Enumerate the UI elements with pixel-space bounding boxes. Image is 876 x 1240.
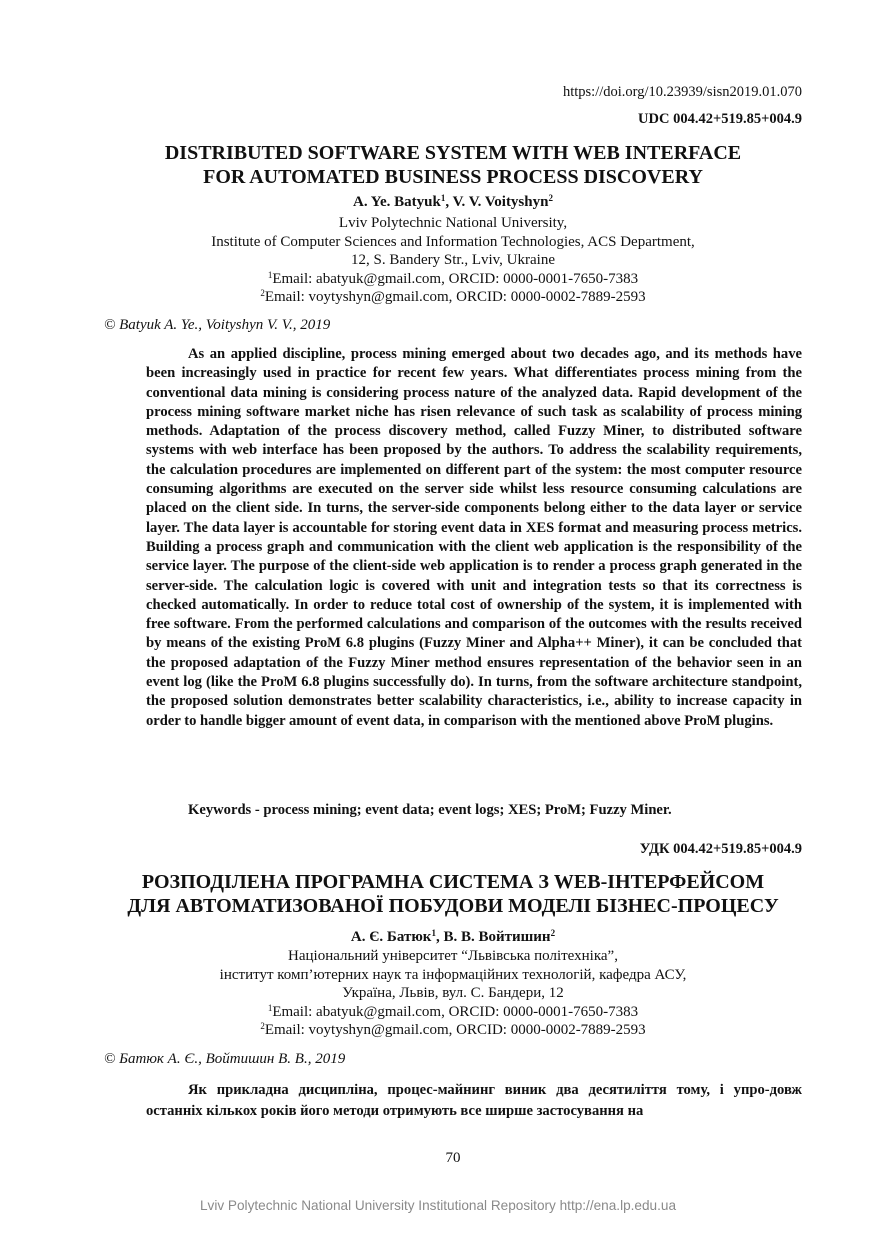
ukrainian-affiliation [0, 947, 876, 1040]
udk-code: УДК 004.42+519.85+004.9 [639, 841, 802, 857]
author-separator: , [445, 194, 453, 210]
english-copyright: © Batyuk A. Ye., Voityshyn V. V., 2019 [104, 317, 331, 333]
affiliation-line-uk: Національний університет “Львівська політехніка”, [288, 948, 618, 964]
affiliation-line-uk: Україна, Львів, вул. С. Бандери, 12 [342, 985, 564, 1001]
english-title-line-2: FOR AUTOMATED BUSINESS PROCESS DISCOVERY [203, 166, 703, 188]
author-separator-uk: , [435, 929, 444, 945]
author-2-name: V. V. Voityshyn [452, 194, 549, 210]
author-1-name: A. Ye. Batyuk [353, 194, 441, 210]
email-1-superscript: 1 [267, 269, 273, 280]
english-affiliation [0, 214, 876, 307]
ukrainian-title-line-2: ДЛЯ АВТОМАТИЗОВАНОЇ ПОБУДОВИ МОДЕЛІ БІЗНЕС-ПРОЦЕСУ [127, 895, 779, 917]
affiliation-line: Institute of Computer Sciences and Information Technologies, ACS Department, [211, 233, 695, 250]
affiliation-line: Lviv Polytechnic National University, [338, 215, 568, 231]
page-number: 70 [445, 1150, 461, 1166]
affiliation-line-uk: інститут комп’ютерних наук та інформаційних технологій, кафедра АСУ, [219, 966, 687, 983]
english-abstract: As an applied discipline, process mining emerged about two decades ago, and its methods have been increasingly used in practice for recent few years. What differentiates process mining from the conventional data mining is considering process nature of the analyzed data. Rapid development of the process mining software market niche has risen relevance of such task as scalability of process mining methods. Adaptation of the process discovery method, called Fuzzy Miner, to distributed software systems with web interface has been proposed by the authors. To address the scalability requirements, the calculation procedures are implemented on different part of the system: the most computer resource consuming algorithms are executed on the server side whilst less resource consuming calculations are placed on the client side. In turns, the server-side components belong either to the data layer or service layer. The data layer is accountable for storing event data in XES format and measuring process metrics. Building a process graph and communication with the client web application is the responsibility of the service layer. The purpose of the client-side web application is to render a process graph generated in the server-side. The calculation logic is covered with unit and integration tests so that its correctness is checked automatically. In order to reduce total cost of ownership of the system, it is implemented with free software. From the performed calculations and comparison of the outcomes with the results received by means of the existing ProM 6.8 plugins (Fuzzy Miner and Alpha++ Miner), it can be concluded that the proposed adaptation of the Fuzzy Miner method ensures representation of the behavior seen in an event log (like the ProM 6.8 plugins successfully do). In turns, from the software architecture standpoint, the proposed solution demonstrates better scalability characteristics, i.e., ability to increase capacity in order to handle bigger amount of event data, in comparison with the mentioned above ProM plugins. [146, 346, 802, 729]
email-2-superscript: 2 [260, 288, 265, 298]
email-1-superscript-uk: 1 [267, 1002, 273, 1013]
author-1-superscript-uk: 1 [431, 928, 436, 938]
email-2-text-uk[interactable]: Email: voytyshyn@gmail.com, ORCID: 0000-0002-7889-2593 [264, 1022, 646, 1038]
email-line-1 [0, 270, 876, 289]
email-line-1-uk [0, 1003, 876, 1022]
ukrainian-title-line-1: РОЗПОДІЛЕНА ПРОГРАМНА СИСТЕМА З WEB-ІНТЕРФЕЙСОМ [141, 871, 765, 893]
english-keywords: Keywords - process mining; event data; event logs; XES; ProM; Fuzzy Miner. [188, 802, 672, 818]
email-1-text[interactable]: Email: abatyuk@gmail.com, ORCID: 0000-0001-7650-7383 [272, 270, 639, 287]
ukrainian-copyright: © Батюк А. Є., Войтишин В. В., 2019 [104, 1051, 346, 1067]
ukrainian-authors [0, 929, 876, 946]
email-1-text-uk[interactable]: Email: abatyuk@gmail.com, ORCID: 0000-0001-7650-7383 [272, 1003, 639, 1020]
ukrainian-abstract: Як прикладна дисципліна, процес-майнинг виник два десятиліття тому, і упро-довж останніх кількох років його методи отримують все ширше застосування на [146, 1082, 802, 1119]
author-2-name-uk: В. В. Войтишин [443, 929, 551, 945]
repository-footer[interactable]: Lviv Polytechnic National University Institutional Repository http://ena.lp.edu.ua [199, 1198, 677, 1213]
author-2-superscript: 2 [548, 193, 553, 203]
english-title-line-1: DISTRIBUTED SOFTWARE SYSTEM WITH WEB INTERFACE [164, 142, 742, 164]
email-2-text[interactable]: Email: voytyshyn@gmail.com, ORCID: 0000-0002-7889-2593 [264, 289, 646, 305]
email-line-2 [0, 288, 876, 307]
english-title [0, 141, 876, 189]
email-line-2-uk [0, 1021, 876, 1040]
affiliation-line: 12, S. Bandery Str., Lviv, Ukraine [350, 252, 555, 268]
doi-link[interactable]: https://doi.org/10.23939/sisn2019.01.070 [562, 84, 802, 100]
author-1-name-uk: А. Є. Батюк [350, 929, 432, 945]
udc-code: UDC 004.42+519.85+004.9 [638, 111, 802, 127]
email-2-superscript-uk: 2 [260, 1021, 265, 1031]
ukrainian-title [0, 870, 876, 918]
author-2-superscript-uk: 2 [550, 928, 556, 938]
author-1-superscript: 1 [440, 193, 446, 203]
english-authors [0, 194, 876, 211]
